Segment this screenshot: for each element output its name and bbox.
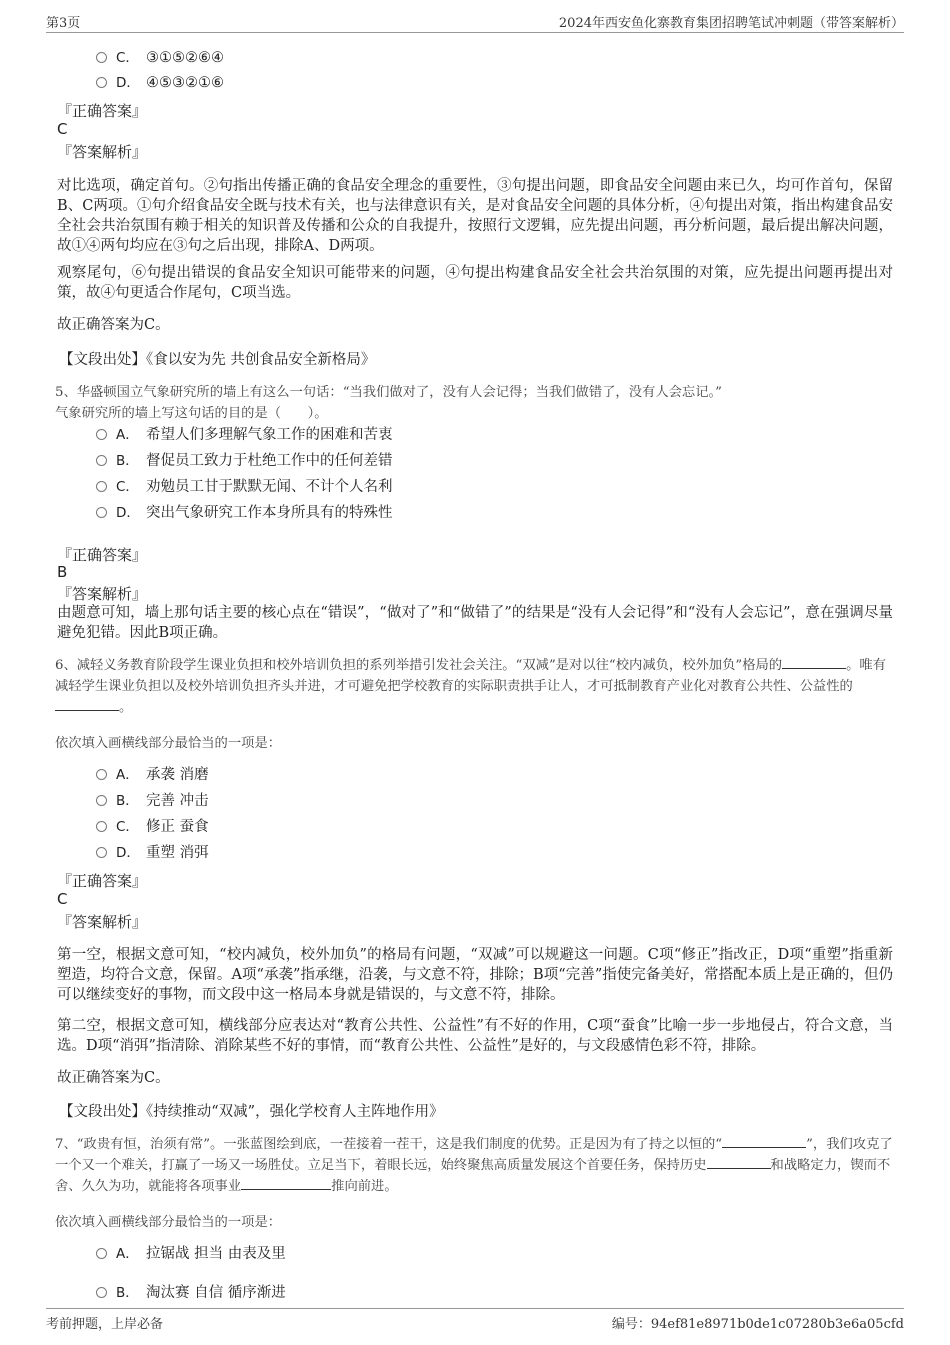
radio-icon[interactable] <box>96 77 107 88</box>
explanation-label: 『答案解析』 <box>57 143 148 161</box>
question-stem: 7、“政贵有恒，治须有常”。一张蓝图绘到底，一茬接着一茬干，这是我们制度的优势。正是因为有了持之以恒的“ ”，我们攻克了一个又一个难关，打赢了一场又一场胜仗。立足当下，着眼长远，始终聚焦高质量发展这个首要任务，保持历史 和战略定力，锲而不舍、久久为功，就能将各项事业 推向前进。 <box>55 1137 893 1194</box>
radio-icon[interactable] <box>96 429 107 440</box>
explanation-conclusion: 故正确答案为C。 <box>57 1070 170 1086</box>
footer-divider <box>46 1308 904 1309</box>
question-prompt: 依次填入画横线部分最恰当的一项是： <box>55 1215 282 1230</box>
source-citation: 【文段出处】《持续推动“双减”，强化学校育人主阵地作用》 <box>59 1104 444 1120</box>
page-header <box>46 12 904 32</box>
document-code: 编号：94ef81e8971b0de1c07280b3e6a05cfd <box>611 1317 904 1332</box>
radio-icon[interactable] <box>96 769 107 780</box>
footer-slogan: 考前押题，上岸必备 <box>46 1317 164 1332</box>
radio-icon[interactable] <box>96 455 107 466</box>
correct-answer-value: C <box>57 890 68 908</box>
header-divider <box>46 32 904 33</box>
option-radio[interactable]: B． 淘汰赛 自信 循序渐进 <box>96 1283 286 1303</box>
correct-answer-value: B <box>57 563 68 581</box>
radio-icon[interactable] <box>96 507 107 518</box>
radio-icon[interactable] <box>96 1287 107 1298</box>
explanation-paragraph: 对比选项，确定首句。②句指出传播正确的食品安全理念的重要性，③句提出问题，即食品安全问题由来已久，均可作首句，保留B、C两项。①句介绍食品安全既与技术有关，也与法律意识有关，是对食品安全问题的具体分析，④句提出对策，指出构建食品安全社会共治氛围有赖于相关的知识普及传播和公众的自我提升，按照行文逻辑，应先提出问题，再分析问题，最后提出解决问题，故①④两句均应在③句之后出现，排除A、D两项。 <box>57 178 893 254</box>
option-radio[interactable]: C． 劝勉员工甘于默默无闻、不计个人名利 <box>96 477 393 497</box>
fill-blank <box>722 1135 806 1148</box>
option-radio[interactable]: C． 修正 蚕食 <box>96 817 209 837</box>
radio-icon[interactable] <box>96 481 107 492</box>
radio-icon[interactable] <box>96 1248 107 1259</box>
option-radio[interactable]: D． 重塑 消弭 <box>96 843 209 863</box>
correct-answer-label: 『正确答案』 <box>57 546 148 564</box>
fill-blank <box>782 656 846 669</box>
source-citation: 【文段出处】《食以安为先 共创食品安全新格局》 <box>59 352 376 368</box>
option-radio[interactable]: B． 督促员工致力于杜绝工作中的任何差错 <box>96 451 393 471</box>
option-radio[interactable]: A． 希望人们多理解气象工作的困难和苦衷 <box>96 425 393 445</box>
correct-answer-value: C <box>57 120 68 138</box>
explanation-paragraph: 由题意可知，墙上那句话主要的核心点在“错误”，“做对了”和“做错了”的结果是“没有人会记得”和“没有人会忘记”，意在强调尽量避免犯错。因此B项正确。 <box>57 605 893 641</box>
option-radio[interactable]: A． 承袭 消磨 <box>96 765 209 785</box>
document-title: 2024年西安鱼化寨教育集团招聘笔试冲刺题（带答案解析） <box>558 16 904 31</box>
radio-icon[interactable] <box>96 795 107 806</box>
explanation-paragraph: 第二空，根据文意可知，横线部分应表达对“教育公共性、公益性”有不好的作用，C项“蚕食”比喻一步一步地侵占，符合文意，当选。D项“消弭”指清除、消除某些不好的事情，而“教育公共性、公益性”是好的，与文段感情色彩不符，排除。 <box>57 1018 893 1054</box>
explanation-label: 『答案解析』 <box>57 585 148 603</box>
explanation-conclusion: 故正确答案为C。 <box>57 317 170 333</box>
question-prompt: 依次填入画横线部分最恰当的一项是： <box>55 736 282 751</box>
page-number: 第3页 <box>46 16 81 31</box>
option-radio[interactable]: D． 突出气象研究工作本身所具有的特殊性 <box>96 503 393 523</box>
correct-answer-label: 『正确答案』 <box>57 102 148 120</box>
option-radio[interactable]: B． 完善 冲击 <box>96 791 209 811</box>
fill-blank <box>55 698 119 711</box>
option-radio[interactable]: C． ③①⑤②⑥④ <box>96 48 224 68</box>
radio-icon[interactable] <box>96 821 107 832</box>
fill-blank <box>707 1156 771 1169</box>
correct-answer-label: 『正确答案』 <box>57 872 148 890</box>
explanation-paragraph: 观察尾句，⑥句提出错误的食品安全知识可能带来的问题，④句提出构建食品安全社会共治氛围的对策，应先提出问题再提出对策，故④句更适合作尾句，C项当选。 <box>57 265 893 301</box>
question-stem: 5、华盛顿国立气象研究所的墙上有这么一句话：“当我们做对了，没有人会记得；当我们做错了，没有人会忘记。” 气象研究所的墙上写这句话的目的是（ ）。 <box>55 385 722 421</box>
radio-icon[interactable] <box>96 52 107 63</box>
explanation-label: 『答案解析』 <box>57 913 148 931</box>
explanation-paragraph: 第一空，根据文意可知，“校内减负，校外加负”的格局有问题，“双减”可以规避这一问题。C项“修正”指改正，D项“重塑”指重新塑造，均符合文意，保留。A项“承袭”指承继，沿袭，与文意不符，排除；B项“完善”指使完备美好，常搭配本质上是正确的，但仍可以继续变好的事物，而文段中这一格局本身就是错误的，与文意不符，排除。 <box>57 947 893 1003</box>
option-radio[interactable]: A． 拉锯战 担当 由表及里 <box>96 1244 286 1264</box>
option-radio[interactable]: D． ④⑤③②①⑥ <box>96 73 224 93</box>
question-stem: 6、减轻义务教育阶段学生课业负担和校外培训负担的系列举措引发社会关注。“双减”是对以往“校内减负，校外加负”格局的 。唯有减轻学生课业负担以及校外培训负担齐头并进，才可避免把学校教育的实际职责拱手让人，才可抵制教育产业化对教育公共性、公益性的。 <box>55 658 886 715</box>
fill-blank <box>241 1177 331 1190</box>
radio-icon[interactable] <box>96 847 107 858</box>
